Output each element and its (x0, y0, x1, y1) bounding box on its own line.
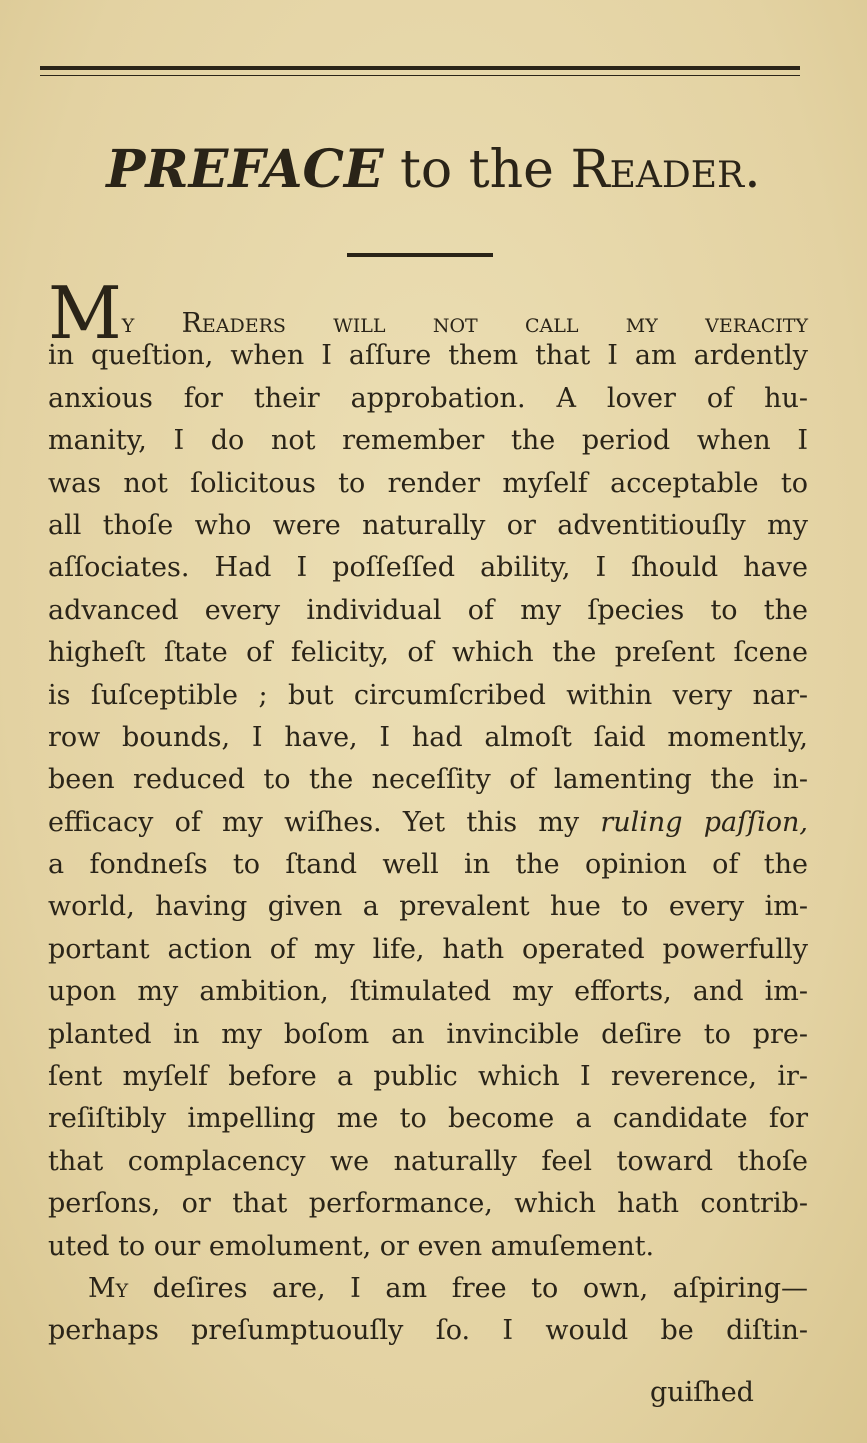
header-ornamental-rule (40, 66, 800, 76)
text-line (48, 271, 808, 355)
body-text (48, 271, 808, 1353)
title-divider-rule (347, 253, 493, 257)
paragraph-opening: My (88, 1272, 129, 1304)
text-line: been reduced to the neceſſity of lamenting the in- (48, 764, 808, 796)
title-reader: Reader. (570, 140, 761, 200)
text-line: planted in my boſom an invincible deſire to pre- (48, 1018, 808, 1050)
text-line (48, 1268, 808, 1310)
text-line: row bounds, I have, I had almoſt ſaid momently, (48, 721, 808, 753)
text-line: advanced every individual of my ſpecies to the (48, 594, 808, 626)
drop-cap: M (48, 271, 122, 355)
text-line: upon my ambition, ſtimulated my efforts, and im- (48, 976, 808, 1008)
text-line: uted to our emolument, or even amuſement. (48, 1230, 655, 1262)
text-line-part: deſires are, I am free to own, aſpiring— (152, 1272, 808, 1304)
italic-phrase: ruling paſſion, (600, 806, 808, 838)
text-line: manity, I do not remember the period when I (48, 425, 808, 457)
text-line: perſons, or that performance, which hath contrib- (48, 1188, 808, 1220)
text-line: ſent myſelf before a public which I reverence, ir- (48, 1061, 808, 1093)
text-line: was not ſolicitous to render myſelf acceptable to (48, 467, 808, 499)
text-line-part: efficacy of my wiſhes. Yet this my (48, 806, 580, 838)
text-line: a fondneſs to ſtand well in the opinion of the (48, 849, 808, 881)
chapter-title (0, 140, 867, 200)
catchword: guiſhed (650, 1377, 754, 1408)
text-line: reſiſtibly impelling me to become a candidate for (48, 1103, 808, 1135)
text-line: portant action of my life, hath operated powerfully (48, 933, 808, 965)
title-to-the: to the (400, 140, 554, 200)
text-line: perhaps preſumptuouſly ſo. I would be diſtin- (48, 1315, 808, 1347)
text-line: all thoſe who were naturally or adventitiouſly my (48, 509, 808, 541)
text-line (48, 802, 808, 844)
text-line: higheſt ſtate of felicity, of which the preſent ſcene (48, 637, 808, 669)
text-line-part: y Readers will not call my veracity (121, 308, 808, 339)
text-line: that complacency we naturally feel toward thoſe (48, 1145, 808, 1177)
text-line: is ſuſceptible ; but circumſcribed within very nar- (48, 679, 808, 711)
text-line: aſſociates. Had I poſſeſſed ability, I ſhould have (48, 552, 808, 584)
title-preface: PREFACE (106, 139, 384, 200)
text-line: anxious for their approbation. A lover of hu- (48, 382, 808, 414)
text-line: in queſtion, when I aſſure them that I am ardently (48, 340, 808, 372)
text-line: world, having given a prevalent hue to every im- (48, 891, 808, 923)
